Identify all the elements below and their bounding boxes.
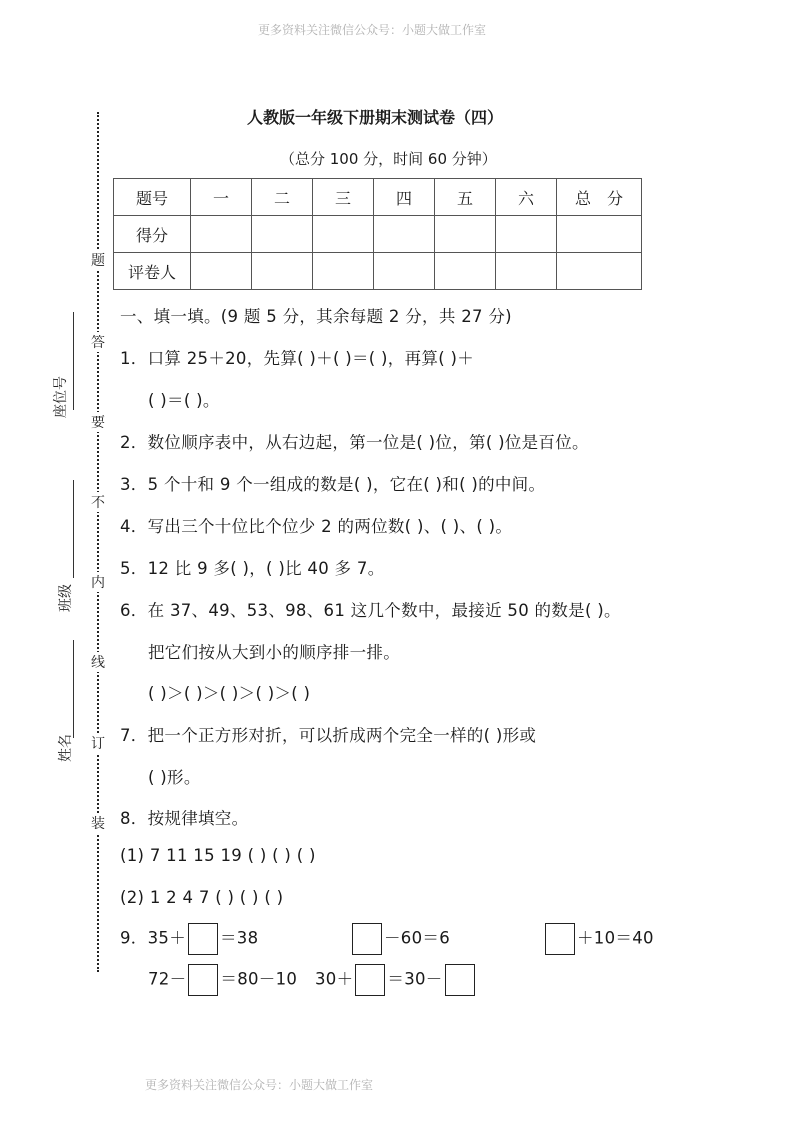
score-cell[interactable] (496, 253, 557, 290)
section-heading: 一、填一填。(9 题 5 分，其余每题 2 分，共 27 分) (120, 307, 512, 326)
top-watermark: 更多资料关注微信公众号：小题大做工作室 (258, 23, 487, 37)
table-header-cell: 四 (374, 179, 435, 216)
score-cell[interactable] (557, 253, 642, 290)
binding-char: 要 (91, 412, 105, 432)
binding-char: 题 (91, 250, 105, 270)
q9-text: 30＋ (315, 969, 354, 989)
bottom-watermark: 更多资料关注微信公众号：小题大做工作室 (145, 1078, 374, 1092)
binding-char: 答 (91, 332, 105, 352)
question-line: 6．在 37、49、53、98、61 这几个数中，最接近 50 的数是( )。 (120, 601, 621, 620)
binding-char: 线 (91, 652, 105, 672)
score-cell[interactable] (557, 216, 642, 253)
question-line: 7．把一个正方形对折，可以折成两个完全一样的( )形或 (120, 726, 537, 745)
score-table (113, 178, 642, 290)
score-cell[interactable] (313, 216, 374, 253)
q9-text: 72－ (148, 969, 187, 989)
question-line: 4．写出三个十位比个位少 2 的两位数( )、( )、( )。 (120, 517, 513, 536)
answer-box[interactable] (545, 923, 575, 955)
q9-item-d (148, 964, 297, 996)
table-header-cell: 题号 (114, 179, 191, 216)
exam-subtitle: （总分 100 分，时间 60 分钟） (280, 150, 497, 168)
binding-char: 内 (91, 572, 105, 592)
score-cell[interactable] (252, 253, 313, 290)
table-header-cell: 三 (313, 179, 374, 216)
binding-dotted-line (97, 112, 99, 972)
q9-text: －60＝6 (384, 928, 450, 948)
question-line: 把它们按从大到小的顺序排一排。 (148, 643, 400, 662)
score-cell[interactable] (435, 253, 496, 290)
class-label: 班级 (58, 584, 74, 612)
answer-box[interactable] (352, 923, 382, 955)
question-line: 3．5 个十和 9 个一组成的数是( )，它在( )和( )的中间。 (120, 475, 546, 494)
score-cell[interactable] (191, 216, 252, 253)
question-line: ( )＝( )。 (148, 391, 220, 410)
question-line: 8．按规律填空。 (120, 809, 249, 828)
table-row-label: 评卷人 (114, 253, 191, 290)
name-label: 姓名 (58, 734, 74, 762)
score-cell[interactable] (496, 216, 557, 253)
binding-char: 不 (91, 492, 105, 512)
table-header-cell: 二 (252, 179, 313, 216)
binding-char: 订 (91, 733, 105, 753)
answer-box[interactable] (445, 964, 475, 996)
table-row (114, 253, 642, 290)
question-line: ( )＞( )＞( )＞( )＞( ) (148, 684, 311, 703)
seat-number-line[interactable] (73, 312, 74, 410)
question-line: 2．数位顺序表中，从右边起，第一位是( )位，第( )位是百位。 (120, 433, 589, 452)
table-header-cell: 六 (496, 179, 557, 216)
question-line: 5．12 比 9 多( )，( )比 40 多 7。 (120, 559, 385, 578)
score-cell[interactable] (374, 253, 435, 290)
score-cell[interactable] (313, 253, 374, 290)
question-line: (2) 1 2 4 7 ( ) ( ) ( ) (120, 888, 284, 907)
answer-box[interactable] (355, 964, 385, 996)
question-line: ( )形。 (148, 768, 201, 787)
q9-item-c (543, 923, 654, 955)
answer-box[interactable] (188, 964, 218, 996)
score-table-header-row (114, 179, 642, 216)
q9-text: ＝80－10 (220, 969, 298, 989)
q9-text: ＋10＝40 (577, 928, 654, 948)
q9-text: 9．35＋ (120, 928, 186, 948)
score-cell[interactable] (252, 216, 313, 253)
class-line[interactable] (73, 480, 74, 578)
score-cell[interactable] (435, 216, 496, 253)
seat-number-label: 座位号 (53, 376, 69, 418)
q9-item-e (315, 964, 477, 996)
question-line: 1．口算 25＋20，先算( )＋( )＝( )，再算( )＋ (120, 349, 475, 368)
q9-item-b (350, 923, 450, 955)
table-header-cell: 五 (435, 179, 496, 216)
table-row-label: 得分 (114, 216, 191, 253)
score-cell[interactable] (374, 216, 435, 253)
q9-text: ＝38 (220, 928, 259, 948)
score-cell[interactable] (191, 253, 252, 290)
question-line: (1) 7 11 15 19 ( ) ( ) ( ) (120, 846, 316, 865)
binding-char: 装 (91, 813, 105, 833)
q9-text: ＝30－ (387, 969, 443, 989)
table-header-cell: 总 分 (557, 179, 642, 216)
q9-item-a (120, 923, 258, 955)
answer-box[interactable] (188, 923, 218, 955)
table-row (114, 216, 642, 253)
table-header-cell: 一 (191, 179, 252, 216)
page-title: 人教版一年级下册期末测试卷（四） (247, 108, 504, 127)
